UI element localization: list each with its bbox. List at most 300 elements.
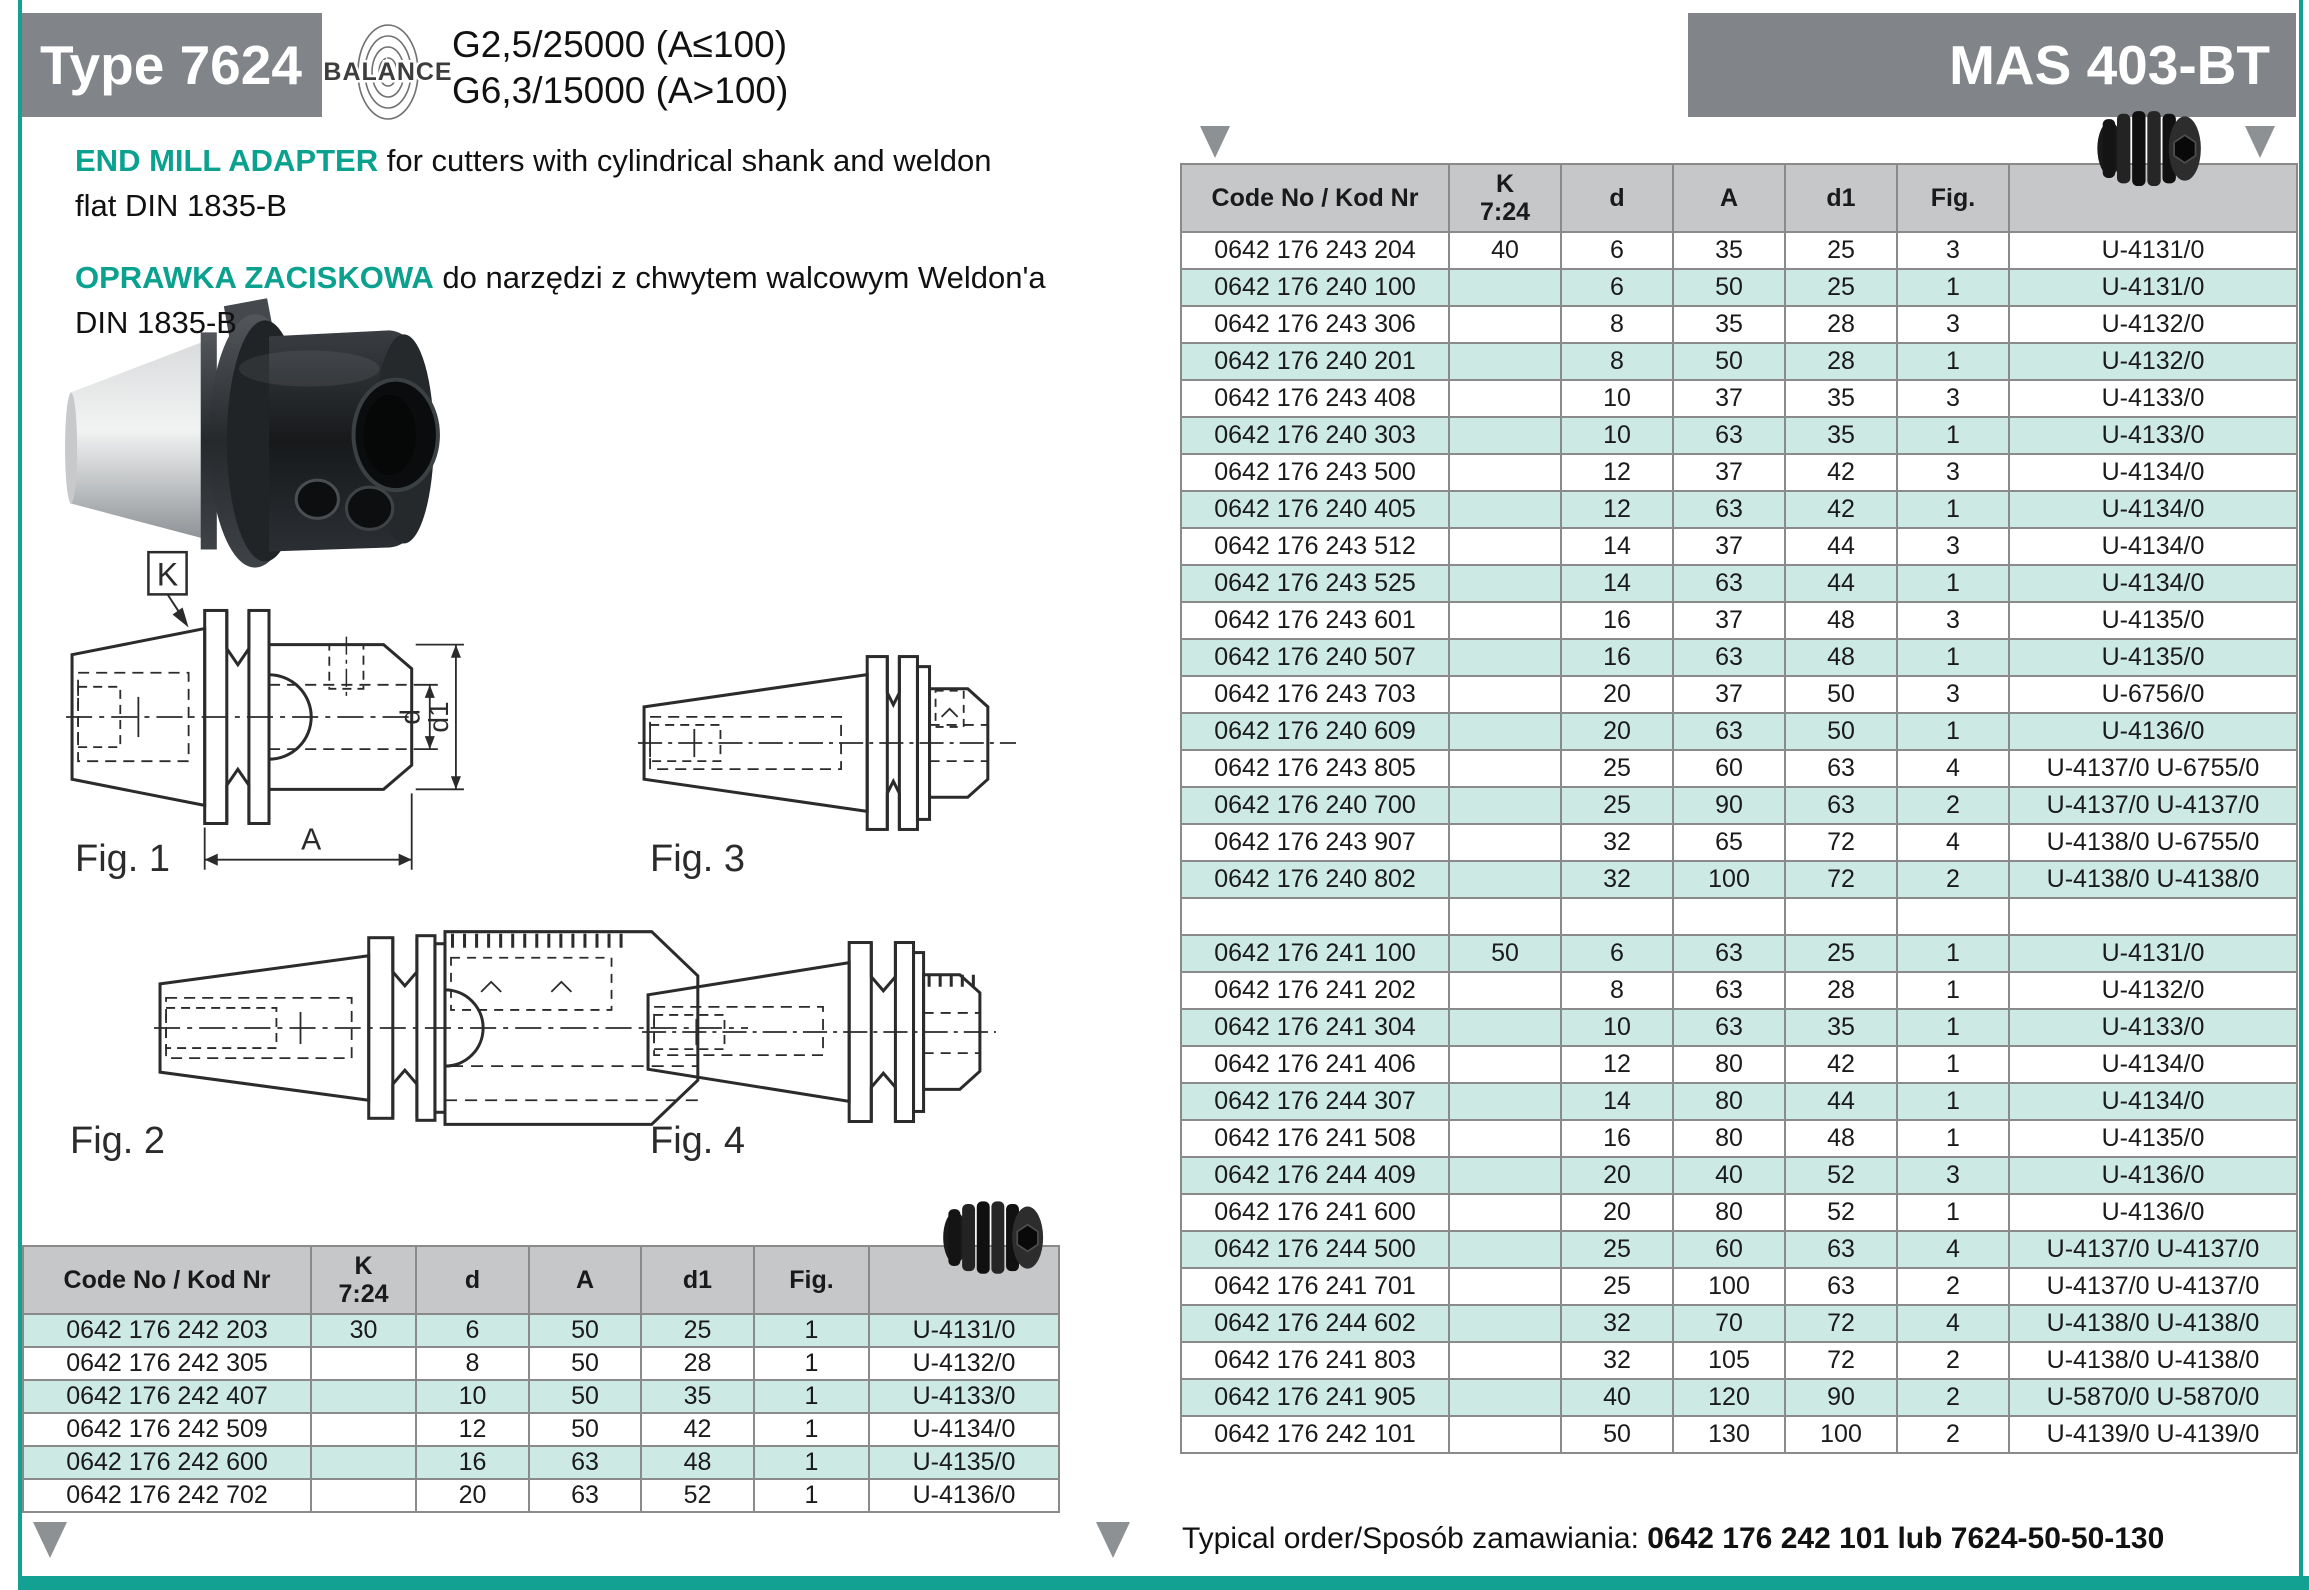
table-cell	[1449, 269, 1561, 306]
table-cell: U-4136/0	[869, 1479, 1059, 1512]
table-cell	[311, 1413, 416, 1446]
table-cell: 1	[754, 1347, 869, 1380]
section-marker-triangle	[33, 1522, 67, 1558]
table-cell: U-4131/0	[2009, 935, 2297, 972]
standard-title: MAS 403-BT	[1949, 34, 2270, 96]
table-cell	[1449, 306, 1561, 343]
table-cell: 80	[1673, 1046, 1785, 1083]
table-row	[1181, 1268, 2297, 1305]
table-cell: U-4134/0	[2009, 1083, 2297, 1120]
table-cell: 0642 176 243 601	[1181, 602, 1449, 639]
table-cell	[2009, 898, 2297, 935]
col-header-d1: d1	[1785, 164, 1897, 232]
table-cell: 0642 176 240 100	[1181, 269, 1449, 306]
table-row	[1181, 602, 2297, 639]
type-title-box	[22, 13, 322, 117]
table-cell: U-4137/0 U-4137/0	[2009, 1231, 2297, 1268]
balance-logo-icon	[308, 14, 468, 129]
table-cell: U-4133/0	[2009, 380, 2297, 417]
table-cell: U-4131/0	[2009, 232, 2297, 269]
table-cell: 50	[1561, 1416, 1673, 1453]
table-row	[1181, 1083, 2297, 1120]
table-cell: 0642 176 243 512	[1181, 528, 1449, 565]
table-cell: 1	[1897, 1009, 2009, 1046]
table-cell: 16	[416, 1446, 529, 1479]
table-cell: U-4134/0	[2009, 491, 2297, 528]
table-cell: U-4132/0	[2009, 972, 2297, 1009]
table-cell: U-4134/0	[2009, 454, 2297, 491]
table-cell: 0642 176 243 703	[1181, 676, 1449, 713]
table-cell: 0642 176 240 609	[1181, 713, 1449, 750]
table-row	[1181, 1194, 2297, 1231]
table-cell: 2	[1897, 1342, 2009, 1379]
table-cell: 12	[416, 1413, 529, 1446]
table-cell	[311, 1446, 416, 1479]
table-cell: 3	[1897, 1157, 2009, 1194]
table-cell	[1449, 491, 1561, 528]
table-cell: 28	[641, 1347, 754, 1380]
table-cell: 10	[1561, 380, 1673, 417]
table-cell: 90	[1673, 787, 1785, 824]
table-cell: 3	[1897, 380, 2009, 417]
table-cell	[1449, 1342, 1561, 1379]
table-cell: 80	[1673, 1083, 1785, 1120]
typical-order-note	[1182, 1522, 2164, 1556]
table-cell: 25	[1561, 750, 1673, 787]
table-cell	[311, 1479, 416, 1512]
table-cell: 0642 176 240 802	[1181, 861, 1449, 898]
table-cell: 44	[1785, 1083, 1897, 1120]
table-cell	[1449, 713, 1561, 750]
table-cell: 1	[1897, 1120, 2009, 1157]
table-cell: U-4133/0	[2009, 417, 2297, 454]
table-cell: 120	[1673, 1379, 1785, 1416]
table-cell: 1	[754, 1446, 869, 1479]
table-row	[1181, 269, 2297, 306]
table-cell: U-4132/0	[2009, 343, 2297, 380]
col-header-a: A	[529, 1246, 641, 1314]
typical-order-label: Typical order/Sposób zamawiania:	[1182, 1522, 1648, 1555]
table-cell: 32	[1561, 1305, 1673, 1342]
table-cell: 0642 176 241 508	[1181, 1120, 1449, 1157]
table-row	[1181, 343, 2297, 380]
table-cell: 28	[1785, 972, 1897, 1009]
table-cell: U-4131/0	[2009, 269, 2297, 306]
table-cell: 4	[1897, 1305, 2009, 1342]
standard-title-box	[1688, 13, 2296, 117]
table-cell: 0642 176 242 203	[23, 1314, 311, 1347]
table-cell: 1	[754, 1314, 869, 1347]
table-cell: 4	[1897, 1231, 2009, 1268]
fig1-d1-label: d1	[422, 701, 454, 733]
table-cell	[1449, 1231, 1561, 1268]
table-cell: U-4134/0	[869, 1413, 1059, 1446]
table-cell: 63	[529, 1446, 641, 1479]
fig1-d-label: d	[394, 709, 426, 725]
table-cell: 0642 176 242 702	[23, 1479, 311, 1512]
photo-taper-shank	[70, 340, 207, 539]
table-row	[1181, 713, 2297, 750]
table-cell: U-5870/0 U-5870/0	[2009, 1379, 2297, 1416]
table-cell: 6	[1561, 232, 1673, 269]
table-cell: 1	[1897, 491, 2009, 528]
table-cell	[1449, 824, 1561, 861]
table-cell: U-4134/0	[2009, 528, 2297, 565]
table-cell	[1181, 898, 1449, 935]
table-cell: 1	[1897, 565, 2009, 602]
table-cell: 25	[1785, 269, 1897, 306]
table-row	[1181, 898, 2297, 935]
table-cell: U-4134/0	[2009, 1046, 2297, 1083]
table-cell: 52	[641, 1479, 754, 1512]
table-cell: 40	[1561, 1379, 1673, 1416]
fig3-caption: Fig. 3	[650, 838, 746, 880]
table-cell: 3	[1897, 232, 2009, 269]
table-cell: 0642 176 240 201	[1181, 343, 1449, 380]
table-cell: 1	[1897, 269, 2009, 306]
col-header-k: K 7:24	[311, 1246, 416, 1314]
table-cell	[1449, 454, 1561, 491]
table-cell: 63	[1673, 1009, 1785, 1046]
col-header-code: Code No / Kod Nr	[1181, 164, 1449, 232]
table-cell	[1449, 1157, 1561, 1194]
table-cell	[1449, 1120, 1561, 1157]
table-cell: 63	[529, 1479, 641, 1512]
table-cell: 0642 176 243 500	[1181, 454, 1449, 491]
table-row	[1181, 1157, 2297, 1194]
table-cell: 2	[1897, 1268, 2009, 1305]
table-row	[1181, 1120, 2297, 1157]
table-cell: 0642 176 243 204	[1181, 232, 1449, 269]
table-header-row	[23, 1246, 1059, 1314]
table-cell: 100	[1673, 1268, 1785, 1305]
table-cell: U-4138/0 U-4138/0	[2009, 1305, 2297, 1342]
table-row	[1181, 454, 2297, 491]
table-cell: 0642 176 244 500	[1181, 1231, 1449, 1268]
table-cell: 3	[1897, 528, 2009, 565]
table-cell: 32	[1561, 824, 1673, 861]
table-cell	[1449, 528, 1561, 565]
table-cell: 40	[1673, 1157, 1785, 1194]
table-row	[1181, 935, 2297, 972]
table-row	[1181, 1342, 2297, 1379]
fig3-drawing	[634, 632, 1021, 849]
table-cell: 1	[1897, 417, 2009, 454]
table-cell: 72	[1785, 824, 1897, 861]
table-cell: 25	[641, 1314, 754, 1347]
table-cell: 3	[1897, 602, 2009, 639]
table-cell	[1449, 787, 1561, 824]
table-cell: 20	[1561, 1157, 1673, 1194]
table-cell	[1449, 861, 1561, 898]
table-cell: 37	[1673, 602, 1785, 639]
table-cell: U-4135/0	[2009, 1120, 2297, 1157]
table-cell: 30	[311, 1314, 416, 1347]
table-cell: 35	[1673, 306, 1785, 343]
set-screw-icon	[2092, 103, 2208, 195]
col-header-d1: d1	[641, 1246, 754, 1314]
set-screw-icon	[938, 1192, 1050, 1284]
table-row	[1181, 232, 2297, 269]
table-cell: U-4135/0	[2009, 639, 2297, 676]
table-cell: 48	[1785, 639, 1897, 676]
table-cell: 63	[1673, 713, 1785, 750]
table-cell: 3	[1897, 676, 2009, 713]
table-cell: 48	[641, 1446, 754, 1479]
table-cell: 42	[641, 1413, 754, 1446]
table-cell: 72	[1785, 861, 1897, 898]
photo-set-screw-hole	[346, 487, 392, 529]
table-cell: 12	[1561, 454, 1673, 491]
table-cell: 50	[529, 1347, 641, 1380]
table-cell	[1449, 1305, 1561, 1342]
table-cell: 0642 176 240 507	[1181, 639, 1449, 676]
table-cell: 25	[1561, 1231, 1673, 1268]
table-cell: 32	[1561, 861, 1673, 898]
section-marker-triangle	[1096, 1522, 1130, 1558]
table-cell: 63	[1785, 1268, 1897, 1305]
table-cell: 1	[754, 1380, 869, 1413]
table-cell	[311, 1380, 416, 1413]
table-cell: 50	[529, 1314, 641, 1347]
table-cell: 0642 176 243 525	[1181, 565, 1449, 602]
table-cell: 16	[1561, 639, 1673, 676]
table-cell	[1449, 1083, 1561, 1120]
table-cell: 0642 176 242 407	[23, 1380, 311, 1413]
description-english-strong: END MILL ADAPTER	[75, 143, 379, 178]
table-cell: U-4134/0	[2009, 565, 2297, 602]
table-cell: 37	[1673, 380, 1785, 417]
col-header-code: Code No / Kod Nr	[23, 1246, 311, 1314]
table-cell: U-4133/0	[2009, 1009, 2297, 1046]
table-cell: 72	[1785, 1342, 1897, 1379]
table-cell: 28	[1785, 343, 1897, 380]
table-cell: 105	[1673, 1342, 1785, 1379]
table-cell: 48	[1785, 602, 1897, 639]
table-cell: 44	[1785, 528, 1897, 565]
table-cell	[1897, 898, 2009, 935]
table-row	[1181, 750, 2297, 787]
table-cell: 14	[1561, 528, 1673, 565]
table-row	[1181, 787, 2297, 824]
table-cell: 8	[1561, 306, 1673, 343]
table-cell: 32	[1561, 1342, 1673, 1379]
table-row	[1181, 1305, 2297, 1342]
table-cell: 0642 176 244 307	[1181, 1083, 1449, 1120]
table-cell: 90	[1785, 1379, 1897, 1416]
table-cell: 0642 176 241 701	[1181, 1268, 1449, 1305]
table-cell	[1673, 898, 1785, 935]
description-polish-rest: do narzędzi z chwytem walcowym Weldon'a DIN 1835-B	[75, 260, 1046, 340]
table-cell: 28	[1785, 306, 1897, 343]
table-cell: 35	[1785, 1009, 1897, 1046]
table-row	[23, 1347, 1059, 1380]
col-header-k: K 7:24	[1449, 164, 1561, 232]
table-cell: 8	[1561, 343, 1673, 380]
table-cell: 2	[1897, 787, 2009, 824]
table-cell: 20	[1561, 1194, 1673, 1231]
balance-grade-line2: G6,3/15000 (A>100)	[452, 70, 789, 111]
table-cell: U-4133/0	[869, 1380, 1059, 1413]
table-row	[23, 1479, 1059, 1512]
table-cell: 50	[529, 1380, 641, 1413]
table-cell: 0642 176 244 602	[1181, 1305, 1449, 1342]
balance-grade-line1: G2,5/25000 (A≤100)	[452, 24, 788, 65]
table-cell	[1449, 639, 1561, 676]
fig4-caption: Fig. 4	[650, 1120, 746, 1162]
table-cell: 1	[1897, 1083, 2009, 1120]
table-cell: 63	[1673, 417, 1785, 454]
bottom-accent-bar	[18, 1576, 2309, 1590]
table-row	[1181, 306, 2297, 343]
table-cell: 44	[1785, 565, 1897, 602]
table-row	[1181, 1379, 2297, 1416]
fig1-caption: Fig. 1	[75, 838, 171, 880]
table-cell: 70	[1673, 1305, 1785, 1342]
description-polish-strong: OPRAWKA ZACISKOWA	[75, 260, 434, 295]
col-header-fig: Fig.	[754, 1246, 869, 1314]
table-cell: 6	[416, 1314, 529, 1347]
table-cell: 80	[1673, 1194, 1785, 1231]
table-cell: 42	[1785, 491, 1897, 528]
table-cell: U-4137/0 U-4137/0	[2009, 787, 2297, 824]
table-cell	[1449, 380, 1561, 417]
table-cell: U-4137/0 U-4137/0	[2009, 1268, 2297, 1305]
table-cell: 130	[1673, 1416, 1785, 1453]
photo-set-screw-hole	[296, 480, 338, 518]
table-cell: U-6756/0	[2009, 676, 2297, 713]
table-cell: 72	[1785, 1305, 1897, 1342]
table-cell: 0642 176 241 600	[1181, 1194, 1449, 1231]
table-cell: 4	[1897, 824, 2009, 861]
table-cell: 50	[1673, 343, 1785, 380]
table-row	[1181, 1046, 2297, 1083]
col-header-fig: Fig.	[1897, 164, 2009, 232]
table-cell: 1	[1897, 1046, 2009, 1083]
table-row	[1181, 1231, 2297, 1268]
table-cell: 3	[1897, 306, 2009, 343]
table-cell: 48	[1785, 1120, 1897, 1157]
table-cell: 0642 176 240 405	[1181, 491, 1449, 528]
table-cell: 25	[1561, 1268, 1673, 1305]
table-row	[23, 1413, 1059, 1446]
table-row	[23, 1314, 1059, 1347]
table-row	[1181, 565, 2297, 602]
table-cell: 63	[1785, 750, 1897, 787]
table-cell: 100	[1785, 1416, 1897, 1453]
table-cell: 50	[1449, 935, 1561, 972]
section-marker-triangle	[1200, 126, 1230, 158]
table-cell: 14	[1561, 565, 1673, 602]
description-english-rest: for cutters with cylindrical shank and weldon flat DIN 1835-B	[75, 143, 992, 223]
table-cell: 0642 176 240 303	[1181, 417, 1449, 454]
table-cell	[1449, 676, 1561, 713]
fig2-caption: Fig. 2	[70, 1120, 166, 1162]
table-cell: 35	[641, 1380, 754, 1413]
table-cell: 100	[1673, 861, 1785, 898]
right-accent-line	[2299, 0, 2303, 1590]
table-cell: U-4138/0 U-6755/0	[2009, 824, 2297, 861]
table-cell	[1449, 1009, 1561, 1046]
type-title: Type 7624	[40, 34, 302, 96]
table-cell: 50	[1785, 713, 1897, 750]
table-cell: 0642 176 240 700	[1181, 787, 1449, 824]
table-row	[1181, 491, 2297, 528]
table-cell: 25	[1785, 935, 1897, 972]
table-cell: 0642 176 241 406	[1181, 1046, 1449, 1083]
table-cell: 0642 176 242 509	[23, 1413, 311, 1446]
table-cell: 4	[1897, 750, 2009, 787]
table-cell: 50	[1785, 676, 1897, 713]
table-cell: 10	[416, 1380, 529, 1413]
fig4-drawing	[638, 916, 1000, 1143]
table-cell: U-4138/0 U-4138/0	[2009, 1342, 2297, 1379]
table-cell: 37	[1673, 454, 1785, 491]
table-cell: 0642 176 243 408	[1181, 380, 1449, 417]
table-row	[1181, 528, 2297, 565]
table-cell: 20	[1561, 713, 1673, 750]
table-cell	[311, 1347, 416, 1380]
table-cell	[1449, 343, 1561, 380]
table-cell: 1	[754, 1413, 869, 1446]
table-cell: U-4136/0	[2009, 1157, 2297, 1194]
table-cell: 52	[1785, 1194, 1897, 1231]
table-cell: 16	[1561, 602, 1673, 639]
table-row	[23, 1380, 1059, 1413]
table-cell: 25	[1785, 232, 1897, 269]
table-cell: U-4135/0	[869, 1446, 1059, 1479]
table-cell: 63	[1673, 639, 1785, 676]
table-cell: 1	[1897, 972, 2009, 1009]
table-row	[1181, 380, 2297, 417]
table-cell: 1	[1897, 343, 2009, 380]
table-cell: 50	[1673, 269, 1785, 306]
table-cell: 50	[529, 1413, 641, 1446]
table-cell: 1	[1897, 639, 2009, 676]
table-row	[1181, 824, 2297, 861]
table-cell: 37	[1673, 676, 1785, 713]
table-cell: U-4138/0 U-4138/0	[2009, 861, 2297, 898]
table-cell: 63	[1785, 1231, 1897, 1268]
table-cell: 60	[1673, 750, 1785, 787]
table-row	[1181, 1416, 2297, 1453]
section-marker-triangle	[2245, 126, 2275, 158]
table-cell: 12	[1561, 1046, 1673, 1083]
fig1-a-label: A	[301, 823, 322, 857]
table-cell: U-4137/0 U-6755/0	[2009, 750, 2297, 787]
table-cell: 2	[1897, 1416, 2009, 1453]
table-cell: 63	[1785, 787, 1897, 824]
table-cell	[1449, 1046, 1561, 1083]
table-cell: 1	[1897, 713, 2009, 750]
table-cell: 35	[1673, 232, 1785, 269]
table-cell: 2	[1897, 1379, 2009, 1416]
table-cell: 35	[1785, 417, 1897, 454]
table-cell: 42	[1785, 454, 1897, 491]
table-row	[1181, 972, 2297, 1009]
description-english	[75, 138, 1040, 228]
table-cell: 37	[1673, 528, 1785, 565]
table-cell: 20	[416, 1479, 529, 1512]
table-cell	[1449, 417, 1561, 454]
table-cell: U-4131/0	[869, 1314, 1059, 1347]
table-cell: 0642 176 242 600	[23, 1446, 311, 1479]
table-cell: 0642 176 243 907	[1181, 824, 1449, 861]
table-cell: U-4132/0	[2009, 306, 2297, 343]
table-cell: 63	[1673, 491, 1785, 528]
table-cell: 2	[1897, 861, 2009, 898]
table-cell: 40	[1449, 232, 1561, 269]
